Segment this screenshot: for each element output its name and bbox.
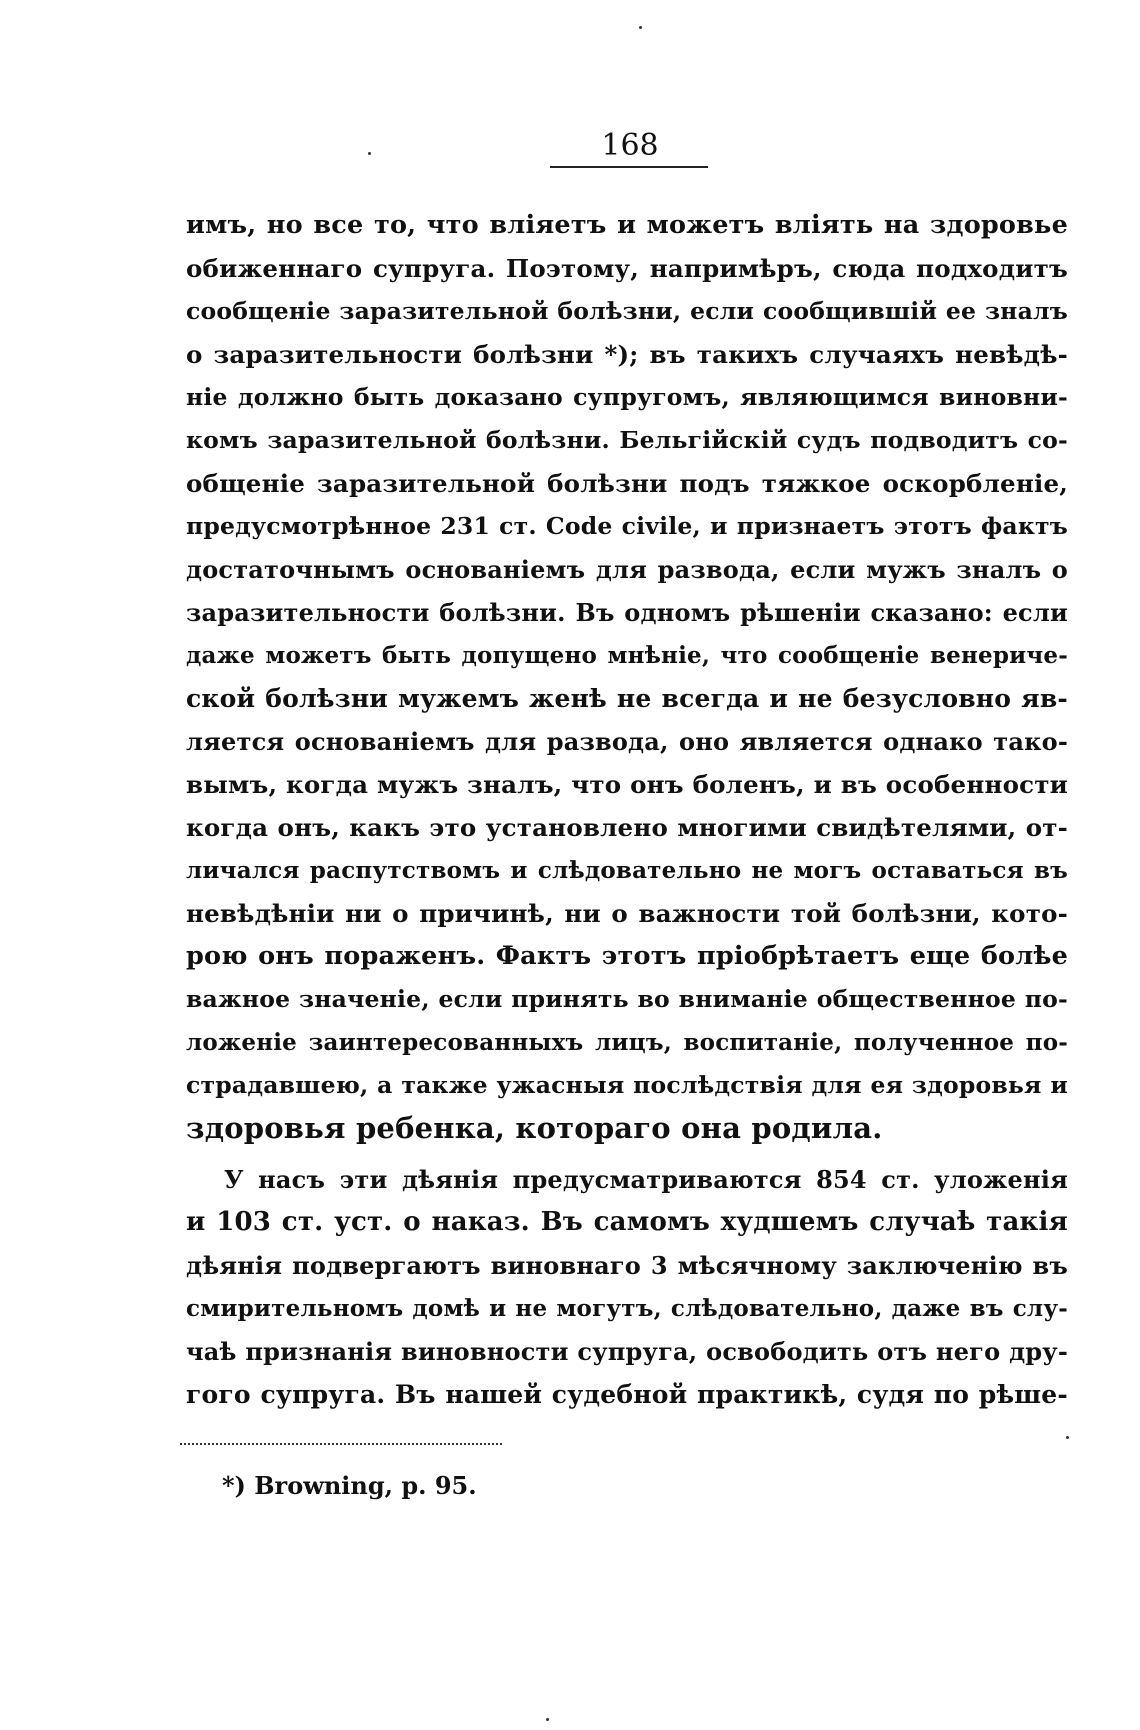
text-line: обиженнаго супруга. Поэтому, напримѣръ, сюда подходитъ: [186, 254, 1068, 283]
text-line: здоровья ребенка, котораго она родила.: [186, 1111, 883, 1145]
scan-speck: [639, 26, 642, 29]
text-line: заразительности болѣзни. Въ одномъ рѣшеніи сказано: если: [186, 598, 1068, 627]
paragraph-gap: [186, 1150, 1068, 1158]
text-line: общеніе заразительной болѣзни подъ тяжкое оскорбленіе,: [186, 469, 1068, 498]
paragraph-1: [186, 204, 1068, 1150]
text-line: о заразительности болѣзни *); въ такихъ случаяхъ невѣдѣ-: [186, 340, 1068, 369]
text-line: ложеніе заинтересованныхъ лицъ, воспитаніе, полученное по-: [186, 1029, 1068, 1056]
text-line: личался распутствомъ и слѣдовательно не могъ оставаться въ: [186, 857, 1068, 884]
text-line: гого супруга. Въ нашей судебной практикѣ, судя по рѣше-: [186, 1380, 1068, 1409]
text-line: сообщеніе заразительной болѣзни, если сообщившій ее зналъ: [186, 297, 1068, 325]
text-line: комъ заразительной болѣзни. Бельгійскій судъ подводитъ со-: [186, 426, 1068, 454]
text-line: предусмотрѣнное 231 ст. Code civile, и признаетъ этотъ фактъ: [186, 512, 1068, 540]
text-line: рою онъ пораженъ. Фактъ этотъ пріобрѣтаетъ еще болѣе: [186, 941, 1068, 971]
text-line: ской болѣзни мужемъ женѣ не всегда и не безусловно яв-: [186, 684, 1068, 713]
footnote: *) Browning, p. 95.: [222, 1471, 477, 1500]
text-line: когда онъ, какъ это установлено многими свидѣтелями, от-: [186, 813, 1068, 842]
text-line: вымъ, когда мужъ зналъ, что онъ боленъ, и въ особенности: [186, 770, 1068, 799]
text-line: дѣянія подвергаютъ виновнаго 3 мѣсячному заключенію въ: [186, 1251, 1068, 1280]
text-line: важное значеніе, если принять во вниманіе общественное по-: [186, 985, 1068, 1013]
text-line: страдавшею, а также ужасныя послѣдствія для ея здоровья и: [186, 1071, 1068, 1099]
text-line: ляется основаніемъ для развода, оно является однако тако-: [186, 727, 1068, 756]
text-line: смирительномъ домѣ и не могутъ, слѣдовательно, даже въ слу-: [186, 1295, 1068, 1322]
text-line: ніе должно быть доказано супругомъ, являющимся виновни-: [186, 383, 1068, 411]
text-line: достаточнымъ основаніемъ для развода, если мужъ зналъ о: [186, 555, 1068, 584]
text-line: невѣдѣніи ни о причинѣ, ни о важности той болѣзни, кото-: [186, 899, 1068, 928]
text-line: даже можетъ быть допущено мнѣніе, что сообщеніе венериче-: [186, 642, 1068, 669]
scan-speck: [368, 152, 371, 155]
scan-speck: [546, 1718, 549, 1721]
body-text: [186, 204, 1068, 1416]
text-line: имъ, но все то, что вліяетъ и можетъ вліять на здоровье: [186, 210, 1068, 240]
paragraph-2: [186, 1158, 1068, 1416]
header-rule: [550, 166, 708, 168]
footnote-rule: [180, 1443, 502, 1445]
text-line: чаѣ признанія виновности супруга, освободить отъ него дру-: [186, 1337, 1068, 1366]
page-number: 168: [601, 128, 659, 163]
text-line: и 103 ст. уст. о наказ. Въ самомъ худшемъ случаѣ такія: [186, 1207, 1068, 1237]
text-line: У насъ эти дѣянія предусматриваются 854 ст. уложенія: [224, 1165, 1068, 1194]
scan-speck: [1066, 1436, 1069, 1439]
